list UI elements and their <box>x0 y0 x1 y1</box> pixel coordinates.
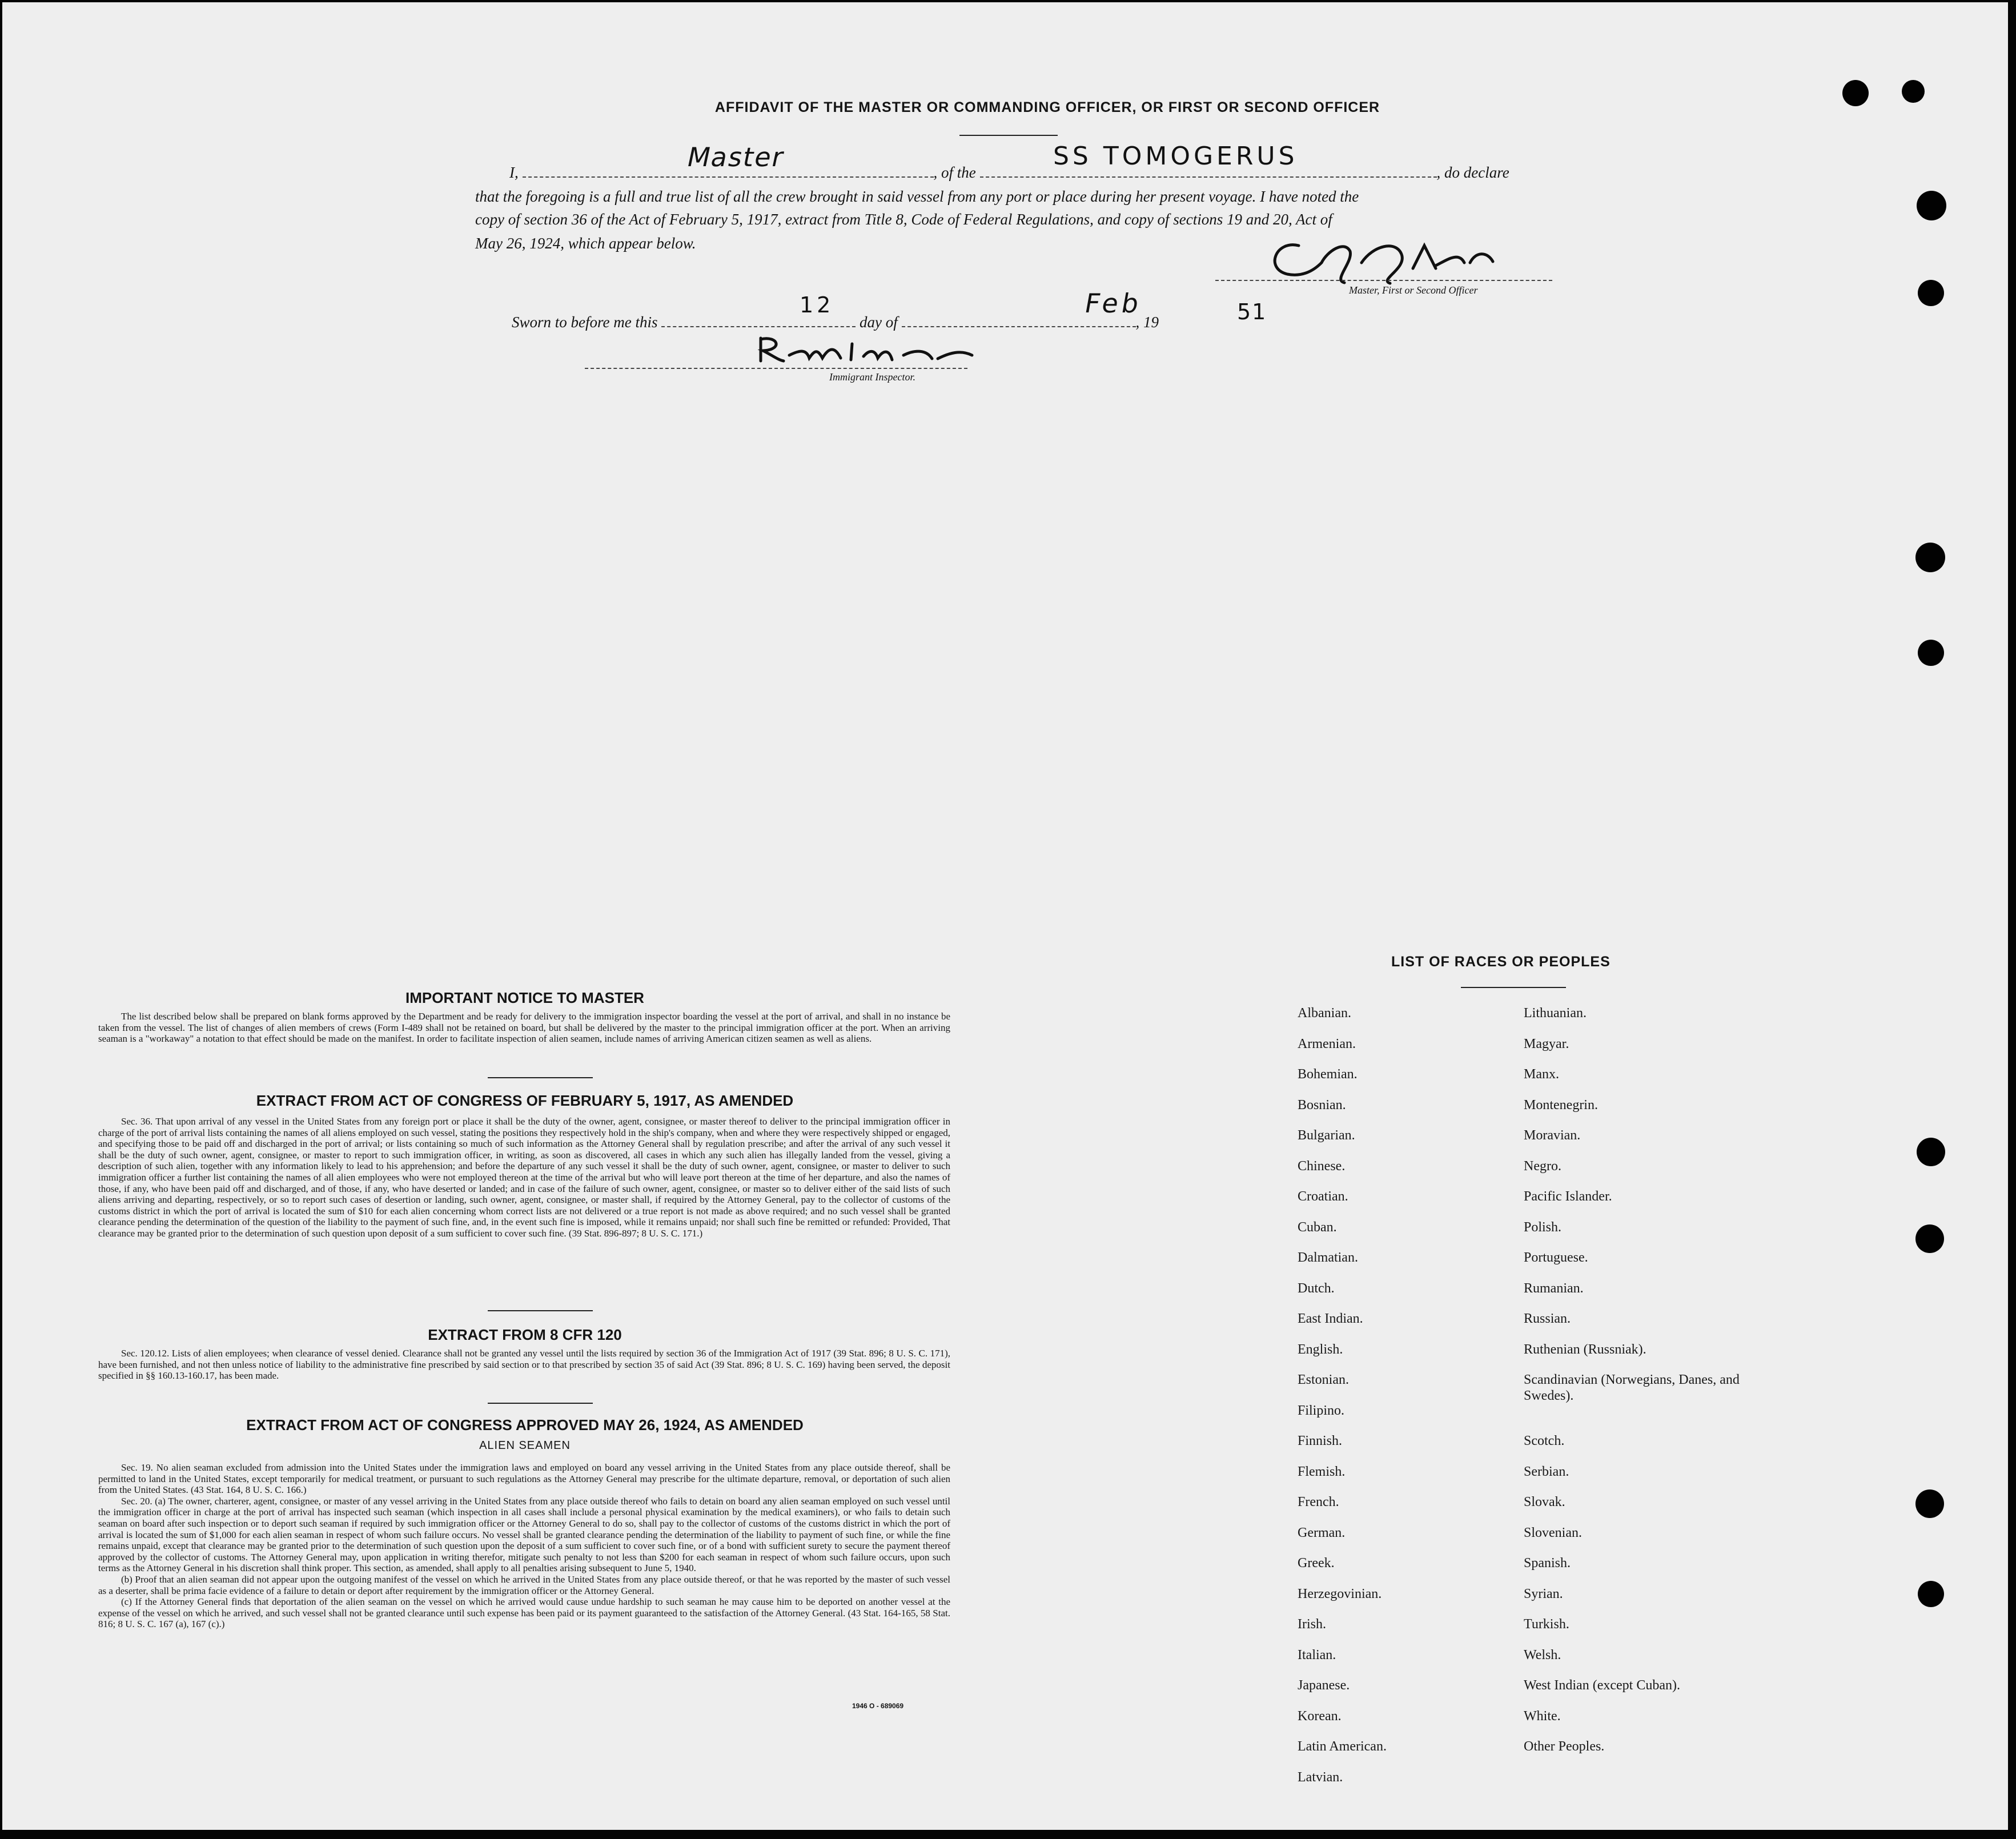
race-item: Ruthenian (Russniak). <box>1524 1342 1646 1357</box>
title-rule <box>959 135 1058 136</box>
day-field <box>661 325 856 327</box>
race-item: Estonian. <box>1298 1372 1349 1387</box>
section-19-paragraph: Sec. 19. No alien seaman excluded from admission into the United States under the immigration laws and employed on board any vessel arriving in the United States from any place outside thereof, shall be permitted to land in the United States, except temporarily for medical treatment, or pursuant to such regulations as the Attorney General may prescribe for the ultimate departure, removal, or deportation of such alien from the United States. (43 Stat. 164, 8 U. S. C. 166.) <box>98 1462 950 1496</box>
race-item: Polish. <box>1524 1219 1562 1235</box>
race-item: Syrian. <box>1524 1586 1563 1601</box>
race-item: Magyar. <box>1524 1036 1569 1051</box>
race-item: Serbian. <box>1524 1464 1569 1479</box>
of-the-label: , of the <box>933 164 976 181</box>
race-item: Pacific Islander. <box>1524 1189 1612 1204</box>
race-item: Slovak. <box>1524 1495 1565 1509</box>
punch-hole <box>1917 191 1946 220</box>
month-handwritten: Feb <box>1082 288 1145 319</box>
race-item: Welsh. <box>1524 1647 1561 1663</box>
race-item: Russian. <box>1524 1311 1571 1326</box>
section-36-paragraph: Sec. 36. That upon arrival of any vessel in the United States from any foreign port or place it shall be the duty of the owner, agent, consignee, or master thereof to deliver to the principal immigration officer in charge of the port of arrival lists containing the names of all aliens employed on such vessel, stating the positions they respectively hold in the ship's company, when and where they were respectively shipped or engaged, and specifying those to be paid off and discharged in the port of arrival; or lists containing so much of such information as the Attorney General shall by regulation prescribe; and after the arrival of any such vessel it shall be the duty of such owner, agent, consignee, or master to report to such immigration officer, in writing, as soon as discovered, all cases in which any such alien has illegally landed from the vessel, giving a description of such alien, together with any information likely to lead to his apprehension; and before the departure of any such vessel it shall be the duty of such owner, agent, consignee, or master to deliver to such immigration officer a further list containing the names of all alien employees who were not employed thereon at the time of the arrival but who will leave port thereon at the time of her departure, and also the names of those, if any, who have been paid off and discharged, and of those, if any, who have deserted or landed; and in case of the failure of such owner, agent, consignee, or master so to deliver either of the said lists of such aliens arriving and departing, respectively, or so to report such cases of desertion or landing, such owner, agent, consignee, or master shall, if required by the Attorney General, pay to the collector of customs of the customs district in which the port of arrival is located the sum of $10 for each alien concerning whom correct lists are not delivered or a true report is not made as above required; and no such vessel shall be granted clearance pending the determination of the question of the liability to the payment of such fine, and, in the event such fine is imposed, while it remains unpaid; nor shall such fine be remitted or refunded: Provided, That clearance may be granted prior to the determination of such question upon deposit of a sum sufficient to cover such fine. (39 Stat. 896-897; 8 U. S. C. 171.) <box>98 1116 950 1239</box>
race-item: Greek. <box>1298 1556 1335 1571</box>
manifest-page <box>2 2 2008 1830</box>
race-item: Lithuanian. <box>1524 1006 1587 1021</box>
race-item: Moravian. <box>1524 1128 1581 1143</box>
master-name-field <box>523 175 934 178</box>
extract-1924-text <box>98 1462 950 1630</box>
punch-hole <box>1915 543 1945 572</box>
vessel-name-handwritten: SS TOMOGERUS <box>1053 142 1298 171</box>
extract-1917-rule <box>488 1310 593 1311</box>
punch-hole <box>1918 640 1944 666</box>
race-item: English. <box>1298 1342 1343 1357</box>
race-item: Croatian. <box>1298 1189 1348 1204</box>
punch-hole <box>1917 1138 1945 1166</box>
race-item: Montenegrin. <box>1524 1097 1598 1113</box>
vessel-name-field <box>980 175 1437 178</box>
punch-hole <box>1918 1581 1944 1607</box>
master-name-handwritten: Master <box>684 142 788 172</box>
notice-title: IMPORTANT NOTICE TO MASTER <box>405 989 644 1006</box>
section-20c-paragraph: (c) If the Attorney General finds that deportation of the alien seaman on the vessel on which he arrived would cause undue hardship to such seaman he may cause him to be deported on another vessel at the expense of the vessel on which he arrived, and such vessel shall not be granted clearance until such expense has been paid or its payment guaranteed to the satisfaction of the Attorney General. (43 Stat. 164-165, 58 Stat. 816; 8 U. S. C. 167 (a), 167 (c).) <box>98 1596 950 1630</box>
race-item: Bosnian. <box>1298 1097 1346 1113</box>
race-item: Armenian. <box>1298 1036 1356 1051</box>
race-item: Portuguese. <box>1524 1250 1588 1265</box>
section-20a-paragraph: Sec. 20. (a) The owner, charterer, agent, consignee, or master of any vessel arriving in the United States from any place outside thereof who fails to detain on board any alien seaman employed on such vessel until the immigration officer in charge at the port of arrival has inspected such seaman (which inspection in all cases shall include a personal physical examination by the medical examiners), or who fails to detain such seaman on board after such inspection or to deport such seaman if required by such immigration officer or the Attorney General to do so, shall pay to the collector of customs of the customs district in which the port of arrival is located the sum of $1,000 for each alien seaman in respect of whom such failure occurs. No vessel shall be granted clearance pending the determination of the liability to payment of such fine, or while the fine remains unpaid, except that clearance may be granted prior to the determination of such question upon the deposit of a sum sufficient to cover such fine, or of a bond with sufficient surety to secure the payment thereof approved by the collector of customs. The Attorney General may, upon application in writing therefor, mitigate such penalty to not less than $200 for each seaman in respect of whom such failure occurs, upon such terms as the Attorney General in his discretion shall think proper. This section, as amended, shall apply to all penalties arising subsequent to June 5, 1940. <box>98 1495 950 1574</box>
race-item: Bohemian. <box>1298 1067 1358 1082</box>
inspector-signature <box>755 332 983 367</box>
race-item: Negro. <box>1524 1158 1561 1174</box>
race-item: Other Peoples. <box>1524 1739 1605 1754</box>
declaration-line-1 <box>509 160 1509 185</box>
race-item: German. <box>1298 1525 1346 1540</box>
notice-text <box>98 1011 950 1045</box>
punch-hole <box>1902 80 1925 103</box>
race-item: Chinese. <box>1298 1158 1346 1174</box>
notice-paragraph: The list described below shall be prepared on blank forms approved by the Department and be ready for delivery to the immigration inspector boarding the vessel at the port of arrival, and shall in no instance be taken from the vessel. The list of changes of alien members of crews (Form I-489 shall not be retained on board, but shall be delivered by the master to the principal immigration officer at the port. When an arriving seaman is a "workaway" a notation to that effect should be made on the manifest. In order to facilitate inspection of alien seamen, include names of arriving American citizen seamen as well as aliens. <box>98 1011 950 1045</box>
race-item: Finnish. <box>1298 1434 1343 1448</box>
race-item: Slovenian. <box>1524 1525 1582 1540</box>
races-rule <box>1461 987 1566 988</box>
extract-cfr-title: EXTRACT FROM 8 CFR 120 <box>428 1326 622 1343</box>
sworn-line <box>512 310 1159 335</box>
race-item: Italian. <box>1298 1647 1336 1663</box>
race-item: Spanish. <box>1524 1556 1571 1571</box>
punch-hole <box>1915 1224 1944 1253</box>
print-code: 1946 O - 689069 <box>852 1702 904 1710</box>
declare-label: , do declare <box>1436 164 1509 181</box>
extract-1917-title: EXTRACT FROM ACT OF CONGRESS OF FEBRUARY 5, 1917, AS AMENDED <box>256 1092 794 1109</box>
race-item: East Indian. <box>1298 1311 1363 1326</box>
year-handwritten: 51 <box>1237 299 1267 324</box>
race-item: West Indian (except Cuban). <box>1524 1678 1680 1693</box>
year-label: , 19 <box>1135 314 1159 331</box>
race-item: Albanian. <box>1298 1006 1351 1021</box>
month-field <box>902 325 1136 327</box>
race-item: Flemish. <box>1298 1464 1346 1479</box>
race-item: Korean. <box>1298 1708 1342 1724</box>
race-item: Dutch. <box>1298 1280 1335 1296</box>
race-item: Cuban. <box>1298 1219 1337 1235</box>
race-item: Scotch. <box>1524 1434 1565 1448</box>
punch-hole <box>1842 80 1869 106</box>
extract-cfr-text <box>98 1348 950 1382</box>
declaration-line-2: that the foregoing is a full and true list of all the crew brought in said vessel from any port or place during her present voyage. I have noted the <box>475 188 1359 205</box>
race-item: Dalmatian. <box>1298 1250 1358 1265</box>
notice-rule <box>488 1077 593 1078</box>
race-item: Herzegovinian. <box>1298 1586 1382 1601</box>
race-item: Filipino. <box>1298 1403 1345 1418</box>
extract-1924-title: EXTRACT FROM ACT OF CONGRESS APPROVED MAY 26, 1924, AS AMENDED <box>246 1416 804 1434</box>
declaration-line-4: May 26, 1924, which appear below. <box>475 235 696 252</box>
extract-1917-text <box>98 1116 950 1239</box>
day-handwritten: 12 <box>800 292 834 318</box>
race-item: French. <box>1298 1495 1339 1509</box>
race-item: Irish. <box>1298 1617 1326 1632</box>
section-20b-paragraph: (b) Proof that an alien seaman did not appear upon the outgoing manifest of the vessel on which he arrived in the United States from any place outside thereof, or that he was reported by the master of such vessel as a deserter, shall be prima facie evidence of a failure to detain or deport after requirement by the immigration officer or the Attorney General. <box>98 1573 950 1596</box>
race-item: Japanese. <box>1298 1678 1350 1693</box>
race-item: Turkish. <box>1524 1617 1569 1632</box>
race-item: Latvian. <box>1298 1769 1343 1785</box>
day-of-label: day of <box>860 314 898 331</box>
inspector-line <box>585 368 967 369</box>
extract-cfr-rule <box>488 1403 593 1404</box>
alien-seamen-subtitle: ALIEN SEAMEN <box>479 1439 571 1452</box>
affidavit-title: AFFIDAVIT OF THE MASTER OR COMMANDING OFFICER, OR FIRST OR SECOND OFFICER <box>714 99 1380 115</box>
race-item: Manx. <box>1524 1067 1559 1082</box>
race-item: White. <box>1524 1708 1561 1724</box>
races-title: LIST OF RACES OR PEOPLES <box>1391 954 1611 970</box>
signature-caption: Master, First or Second Officer <box>1349 284 1478 296</box>
signature-line <box>1215 280 1552 281</box>
sworn-label: Sworn to before me this <box>512 314 658 331</box>
section-120-paragraph: Sec. 120.12. Lists of alien employees; when clearance of vessel denied. Clearance shall not be granted any vessel until the lists required by section 36 of the Immigration Act of 1917 (39 Stat. 896; 8 U. S. C. 171), have been furnished, and not then unless notice of liability to the administrative fine prescribed by said section or to that prescribed by section 35 of said Act (39 Stat. 896; 8 U. S. C. 169) having been served, the deposit specified in §§ 160.13-160.17, has been made. <box>98 1348 950 1382</box>
race-item: Scandinavian (Norwegians, Danes, and Swedes). <box>1524 1372 1740 1403</box>
punch-hole <box>1918 280 1944 306</box>
inspector-caption: Immigrant Inspector. <box>829 371 915 383</box>
race-item: Bulgarian. <box>1298 1128 1355 1143</box>
punch-hole <box>1915 1489 1944 1518</box>
i-label: I, <box>509 164 519 181</box>
race-item: Rumanian. <box>1524 1280 1584 1296</box>
master-signature <box>1264 228 1516 291</box>
race-item: Latin American. <box>1298 1739 1387 1754</box>
declaration-line-3: copy of section 36 of the Act of February 5, 1917, extract from Title 8, Code of Federal Regulations, and copy of sections 19 and 20, Act of <box>475 211 1332 228</box>
